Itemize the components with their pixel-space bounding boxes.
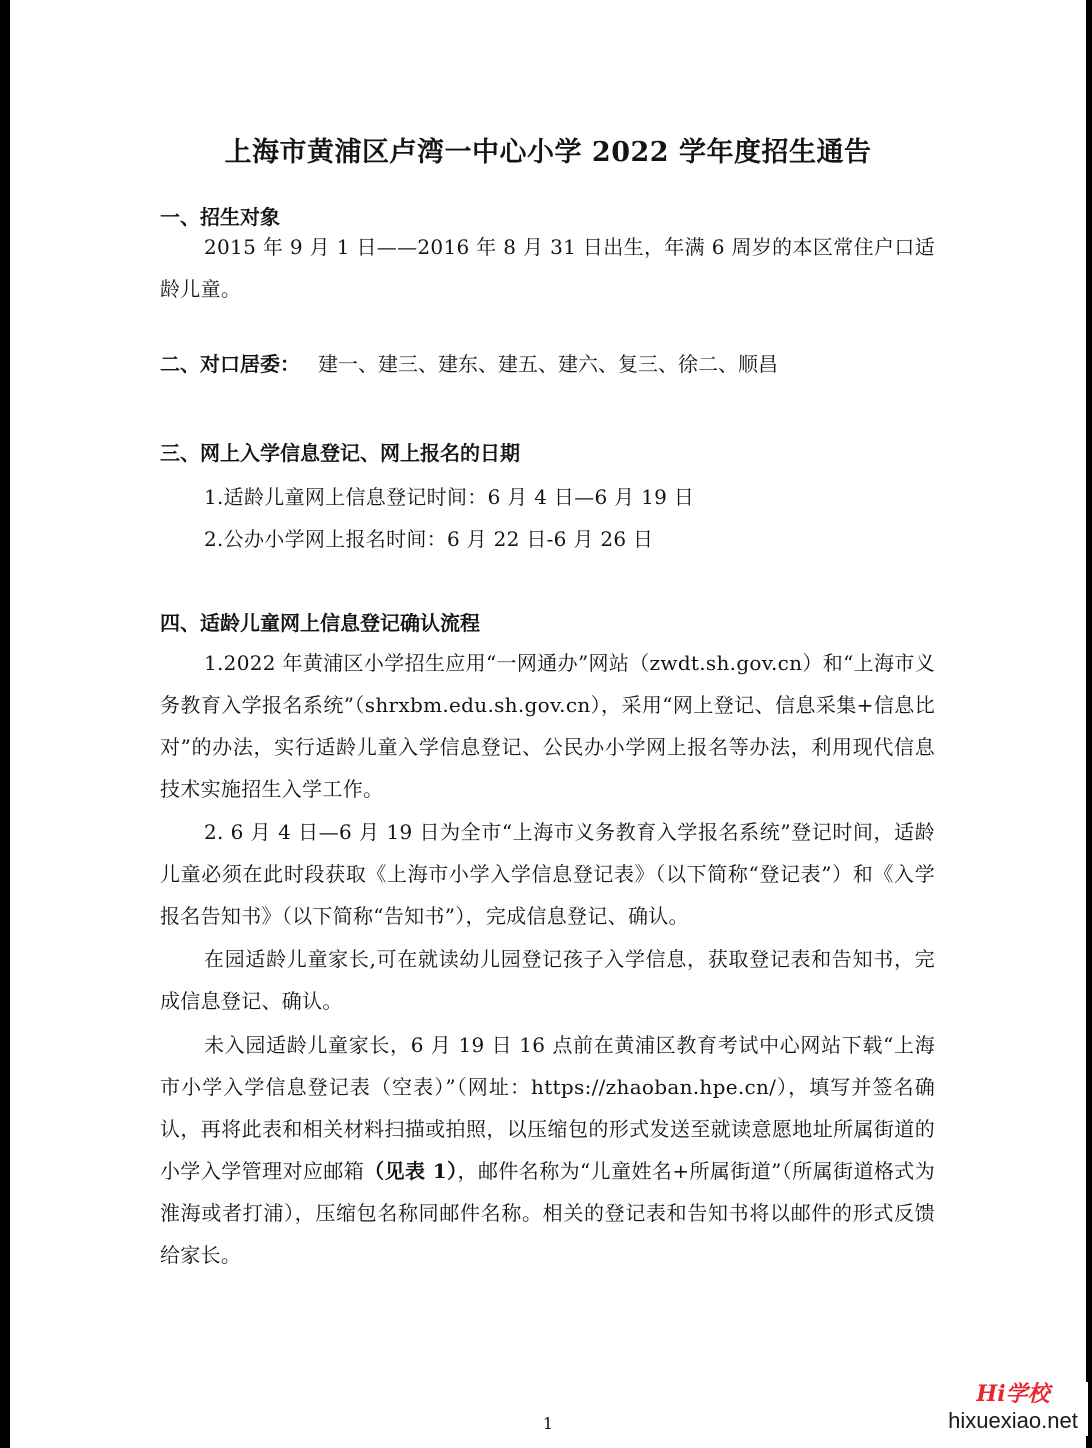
section-1-body: 2015 年 9 月 1 日——2016 年 8 月 31 日出生，年满 6 周岁的本区常住户口适龄儿童。 (160, 235, 935, 301)
section-3-heading: 三、网上入学信息登记、网上报名的日期 (160, 441, 520, 465)
watermark-logo: Hi学校 (976, 1381, 1050, 1407)
section-3-item-1: 1.适龄儿童网上信息登记时间：6 月 4 日—6 月 19 日 (204, 485, 695, 509)
section-2-label: 二、对口居委： (160, 352, 300, 376)
section-4-paragraph-4 (160, 1024, 935, 1276)
section-1-heading: 一、招生对象 (160, 205, 280, 229)
document-page (10, 0, 1086, 1448)
paragraph-4-text-end: ，邮件名称为“儿童姓名+所属街道”（所属街道格式为淮海或者打浦），压缩包名称同邮件名称。相关的登记表和告知书将以邮件的形式反馈给家长。 (160, 1159, 935, 1267)
paragraph-4-text-start: 未入园适龄儿童家长，6 月 19 日 16 点前在黄浦区教育考试中心网站下载“上海市小学入学信息登记表（空表）”（网址：https://zhaoban.hpe.cn/），填写并签名确认，再将此表和相关材料扫描或拍照，以压缩包的形式发送至就读意愿地址所属街道的小学入学管理对应邮箱 (160, 1033, 935, 1183)
watermark-domain: hixuexiao.net (948, 1408, 1078, 1433)
section-2-heading (160, 348, 778, 377)
page-number: 1 (542, 1414, 554, 1433)
section-2-value: 建一、建三、建东、建五、建六、复三、徐二、顺昌 (318, 352, 778, 376)
section-4-paragraph-2: 2. 6 月 4 日—6 月 19 日为全市“上海市义务教育入学报名系统”登记时间，适龄儿童必须在此时段获取《上海市小学入学信息登记表》（以下简称“登记表”）和《入学报名告知书》（以下简称“告知书”），完成信息登记、确认。 (160, 820, 935, 928)
site-watermark (938, 1382, 1088, 1436)
section-4-heading: 四、适龄儿童网上信息登记确认流程 (160, 611, 480, 635)
section-3-item-2: 2.公办小学网上报名时间：6 月 22 日-6 月 26 日 (204, 527, 654, 551)
table-reference: （见表 1） (364, 1159, 458, 1183)
section-4-paragraph-3: 在园适龄儿童家长,可在就读幼儿园登记孩子入学信息，获取登记表和告知书，完成信息登记、确认。 (160, 947, 935, 1013)
section-4-paragraph-1: 1.2022 年黄浦区小学招生应用“一网通办”网站（zwdt.sh.gov.cn）和“上海市义务教育入学报名系统”（shrxbm.edu.sh.gov.cn），采用“网上登记、信息采集+信息比对”的办法，实行适龄儿童入学信息登记、公民办小学网上报名等办法，利用现代信息技术实施招生入学工作。 (160, 651, 935, 801)
document-title: 上海市黄浦区卢湾一中心小学 2022 学年度招生通告 (224, 137, 872, 168)
